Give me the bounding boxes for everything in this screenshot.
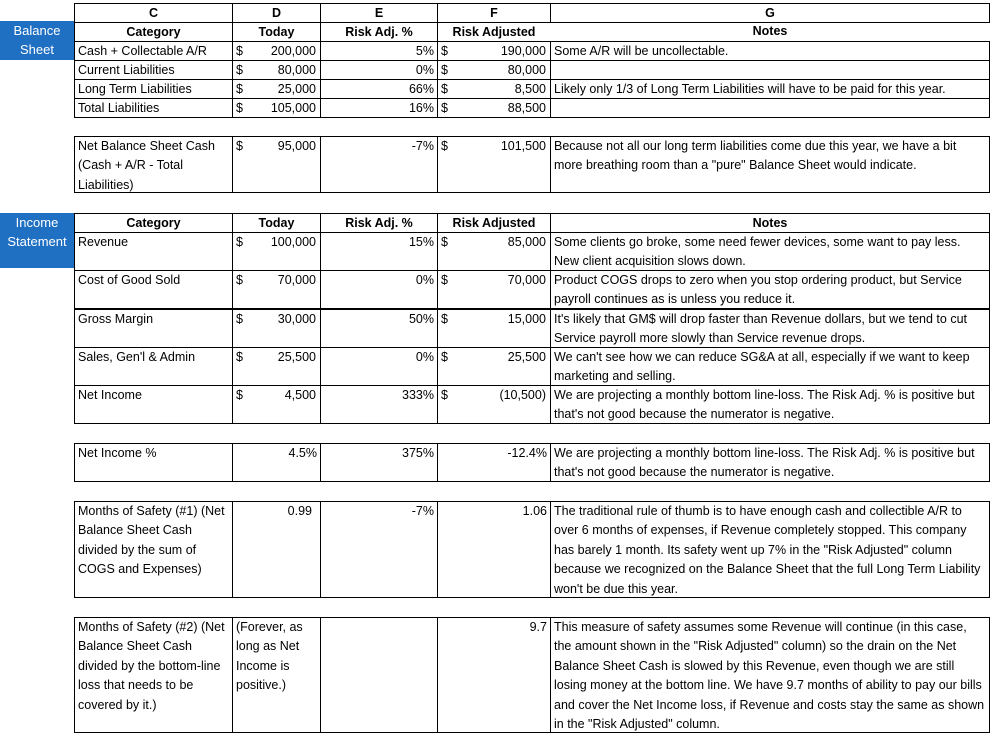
currency-symbol: $	[441, 44, 448, 58]
column-letter-f[interactable]: F	[437, 3, 550, 23]
cell-notes[interactable]	[550, 60, 990, 80]
cell-risk-adj[interactable]: 0%	[320, 60, 437, 80]
cell-category[interactable]: Gross Margin	[74, 309, 232, 348]
cell-today[interactable]	[232, 309, 320, 348]
cell-notes[interactable]: Likely only 1/3 of Long Term Liabilities will have to be paid for this year.	[550, 79, 990, 99]
cell-category[interactable]: Cash + Collectable A/R	[74, 41, 232, 61]
currency-symbol: $	[441, 273, 448, 287]
table-row	[74, 347, 990, 386]
cell-risk-adj[interactable]	[320, 617, 437, 733]
table-row	[74, 79, 990, 99]
cell-risk-adjusted[interactable]	[437, 232, 550, 271]
cell-risk-adjusted[interactable]	[437, 60, 550, 80]
cell-value: 8,500	[514, 82, 546, 96]
cell-risk-adj[interactable]: 15%	[320, 232, 437, 271]
cell-risk-adj[interactable]: 0%	[320, 270, 437, 309]
currency-symbol: $	[236, 101, 243, 115]
cell-today[interactable]	[232, 79, 320, 99]
income-statement-label	[0, 213, 74, 268]
table-row	[74, 98, 990, 118]
header-risk-adj[interactable]: Risk Adj. %	[320, 213, 437, 233]
cell-today[interactable]	[232, 232, 320, 271]
cell-value: 80,000	[507, 63, 546, 77]
months-of-safety-2-row	[74, 617, 990, 733]
cell-category[interactable]: Revenue	[74, 232, 232, 271]
table-row	[74, 270, 990, 309]
header-category[interactable]: Category	[74, 213, 232, 233]
cell-value: 95,000	[277, 139, 316, 153]
cell-risk-adj[interactable]: 333%	[320, 385, 437, 424]
table-row	[74, 41, 990, 61]
cell-risk-adjusted[interactable]: 9.7	[437, 617, 550, 733]
cell-notes[interactable]: The traditional rule of thumb is to have enough cash and collectible A/R to over 6 months of expenses, if Revenue completely stopped. This company has barely 1 month. Its safety went up 7% in the "Risk Adjusted" column because we recognized on the Balance Sheet that the full Long Term Liability won't be due this year.	[550, 501, 990, 598]
header-category[interactable]: Category	[74, 22, 232, 42]
cell-notes[interactable]	[550, 98, 990, 118]
cell-risk-adjusted[interactable]: -12.4%	[437, 443, 550, 482]
cell-value: 101,500	[500, 139, 546, 153]
cell-today[interactable]	[232, 136, 320, 193]
currency-symbol: $	[441, 388, 448, 402]
currency-symbol: $	[236, 235, 243, 249]
header-notes[interactable]: Notes	[752, 24, 788, 38]
currency-symbol: $	[441, 350, 448, 364]
header-risk-adjusted[interactable]: Risk Adjusted	[437, 213, 550, 233]
cell-notes[interactable]: This measure of safety assumes some Revenue will continue (in this case, the amount shown in the "Risk Adjusted" column) so the drain on the Net Balance Sheet Cash is slowed by this Revenue, even though we are still losing money at the bottom line. We have 9.7 months of ability to pay our bills and cover the Net Income loss, if Revenue and costs stay the same as shown in the "Risk Adjusted" column.	[550, 617, 990, 733]
cell-risk-adj[interactable]: -7%	[320, 136, 437, 193]
currency-symbol: $	[236, 82, 243, 96]
cell-value: 190,000	[500, 44, 546, 58]
cell-category[interactable]: Net Income	[74, 385, 232, 424]
cell-value: 100,000	[270, 235, 316, 249]
balance-sheet-header-row	[74, 22, 990, 42]
cell-notes[interactable]: We are projecting a monthly bottom line-loss. The Risk Adj. % is positive but that's not good because the numerator is negative.	[550, 385, 990, 424]
months-of-safety-1-row	[74, 501, 990, 598]
cell-category[interactable]: Cost of Good Sold	[74, 270, 232, 309]
balance-sheet-label-line2: Sheet	[20, 42, 54, 57]
cell-risk-adjusted[interactable]: 1.06	[437, 501, 550, 598]
cell-category[interactable]: Net Balance Sheet Cash (Cash + A/R - Total Liabilities)	[74, 136, 232, 193]
table-row	[74, 60, 990, 80]
cell-risk-adjusted[interactable]	[437, 270, 550, 309]
currency-symbol: $	[441, 139, 448, 153]
cell-notes[interactable]: Some clients go broke, some need fewer devices, some want to pay less. New client acquisition slows down.	[550, 232, 990, 271]
column-letter-e[interactable]: E	[320, 3, 437, 23]
cell-notes[interactable]: It's likely that GM$ will drop faster than Revenue dollars, but we tend to cut Service payroll more slowly than Service revenue drops.	[550, 309, 990, 348]
cell-risk-adj[interactable]: -7%	[320, 501, 437, 598]
cell-value: 25,000	[277, 82, 316, 96]
cell-category[interactable]: Total Liabilities	[74, 98, 232, 118]
cell-category[interactable]: Months of Safety (#2) (Net Balance Sheet Cash divided by the bottom-line loss that needs to be covered by it.)	[74, 617, 232, 733]
cell-risk-adj[interactable]: 375%	[320, 443, 437, 482]
column-letter-c[interactable]: C	[74, 3, 232, 23]
cell-category[interactable]: Sales, Gen'l & Admin	[74, 347, 232, 386]
table-row	[74, 385, 990, 424]
cell-notes[interactable]: We are projecting a monthly bottom line-loss. The Risk Adj. % is positive but that's not good because the numerator is negative.	[550, 443, 990, 482]
currency-symbol: $	[236, 388, 243, 402]
cell-today[interactable]: 4.5%	[232, 443, 320, 482]
header-risk-adjusted[interactable]: Risk Adjusted	[437, 22, 550, 42]
cell-value: 80,000	[277, 63, 316, 77]
currency-symbol: $	[236, 139, 243, 153]
cell-notes[interactable]: Some A/R will be uncollectable.	[550, 41, 990, 61]
cell-category[interactable]: Months of Safety (#1) (Net Balance Sheet Cash divided by the sum of COGS and Expenses)	[74, 501, 232, 598]
header-today[interactable]: Today	[232, 22, 320, 42]
currency-symbol: $	[236, 273, 243, 287]
cell-category[interactable]: Current Liabilities	[74, 60, 232, 80]
cell-risk-adjusted[interactable]	[437, 41, 550, 61]
cell-risk-adjusted[interactable]	[437, 98, 550, 118]
income-statement-label-line2: Statement	[7, 234, 67, 249]
cell-risk-adjusted[interactable]	[437, 136, 550, 193]
cell-risk-adjusted[interactable]	[437, 309, 550, 348]
net-income-pct-row	[74, 443, 990, 482]
net-balance-row	[74, 136, 990, 193]
cell-notes[interactable]: Product COGS drops to zero when you stop ordering product, but Service payroll continues as is unless you reduce it.	[550, 270, 990, 309]
cell-value: 70,000	[507, 273, 546, 287]
cell-value: (10,500)	[499, 388, 546, 402]
cell-today[interactable]: (Forever, as long as Net Income is positive.)	[232, 617, 320, 733]
cell-today[interactable]	[232, 270, 320, 309]
cell-notes[interactable]: We can't see how we can reduce SG&A at all, especially if we want to keep marketing and selling.	[550, 347, 990, 386]
cell-risk-adjusted[interactable]	[437, 79, 550, 99]
cell-value: 25,500	[277, 350, 316, 364]
cell-risk-adj[interactable]: 50%	[320, 309, 437, 348]
cell-value: 15,000	[507, 312, 546, 326]
cell-risk-adj[interactable]: 0%	[320, 347, 437, 386]
cell-today[interactable]	[232, 41, 320, 61]
cell-today[interactable]	[232, 385, 320, 424]
cell-risk-adj[interactable]: 66%	[320, 79, 437, 99]
cell-value: 88,500	[507, 101, 546, 115]
cell-value: 85,000	[507, 235, 546, 249]
header-notes[interactable]: Notes	[550, 213, 990, 233]
currency-symbol: $	[236, 312, 243, 326]
cell-value: 30,000	[277, 312, 316, 326]
table-row	[74, 309, 990, 348]
currency-symbol: $	[236, 44, 243, 58]
column-letter-g[interactable]: G	[550, 3, 990, 23]
cell-value: 105,000	[270, 101, 316, 115]
cell-value: 25,500	[507, 350, 546, 364]
cell-category[interactable]: Net Income %	[74, 443, 232, 482]
currency-symbol: $	[441, 82, 448, 96]
currency-symbol: $	[236, 63, 243, 77]
cell-value: 70,000	[277, 273, 316, 287]
column-letter-d[interactable]: D	[232, 3, 320, 23]
cell-risk-adjusted[interactable]	[437, 347, 550, 386]
currency-symbol: $	[441, 235, 448, 249]
cell-value: 4,500	[284, 388, 316, 402]
cell-risk-adj[interactable]: 16%	[320, 98, 437, 118]
currency-symbol: $	[441, 63, 448, 77]
balance-sheet-label	[0, 21, 74, 60]
header-today[interactable]: Today	[232, 213, 320, 233]
balance-sheet-label-line1: Balance	[13, 23, 61, 38]
table-row	[74, 232, 990, 271]
cell-risk-adj[interactable]: 5%	[320, 41, 437, 61]
cell-today[interactable]	[232, 347, 320, 386]
currency-symbol: $	[441, 101, 448, 115]
cell-risk-adjusted[interactable]	[437, 385, 550, 424]
cell-category[interactable]: Long Term Liabilities	[74, 79, 232, 99]
cell-value: 200,000	[270, 44, 316, 58]
income-statement-label-line1: Income	[15, 215, 59, 230]
income-statement-header-row	[74, 213, 990, 233]
currency-symbol: $	[441, 312, 448, 326]
cell-today[interactable]	[232, 60, 320, 80]
cell-today[interactable]: 0.99	[232, 501, 320, 598]
column-letters-row	[74, 3, 990, 23]
cell-today[interactable]	[232, 98, 320, 118]
header-risk-adj[interactable]: Risk Adj. %	[320, 22, 437, 42]
currency-symbol: $	[236, 350, 243, 364]
cell-notes[interactable]: Because not all our long term liabilities come due this year, we have a bit more breathing room than a "pure" Balance Sheet would indicate.	[550, 136, 990, 193]
